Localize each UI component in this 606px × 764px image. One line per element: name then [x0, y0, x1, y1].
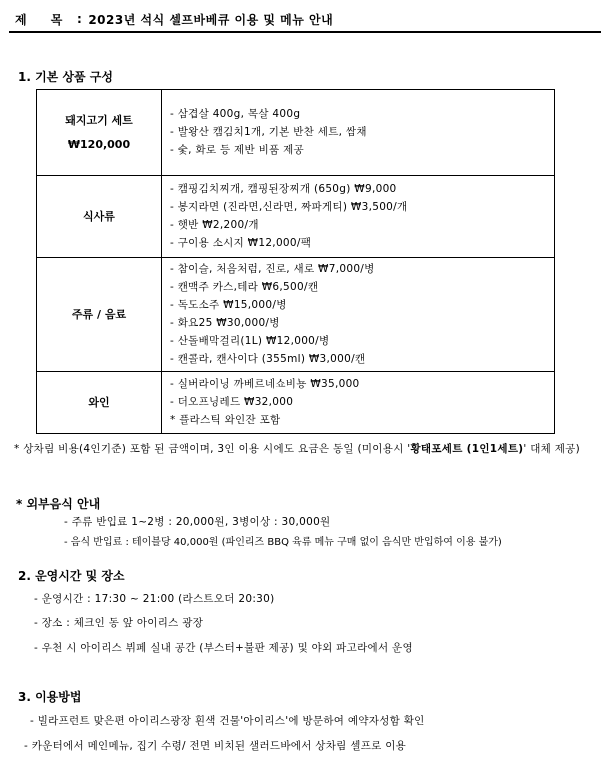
menu-item: - 참이슬, 처음처럼, 진로, 새로 ₩7,000/병	[170, 263, 375, 275]
section3-line: - 카운터에서 메인메뉴, 집기 수령/ 전면 비치된 샐러드바에서 상차림 셀프로 이용	[24, 740, 407, 752]
note-highlight: 황태포세트 (1인1세트)	[410, 443, 524, 455]
items-cell	[162, 176, 555, 258]
menu-row-drinks	[37, 258, 555, 372]
serving-note	[14, 440, 598, 458]
category-name: 식사류	[83, 209, 115, 223]
items-cell	[162, 258, 555, 372]
section2-line: - 장소 : 체크인 동 앞 아이리스 광장	[34, 617, 204, 629]
outside-food-line: - 주류 반입료 1~2병 : 20,000원, 3병이상 : 30,000원	[64, 516, 331, 528]
menu-item: - 더오프닝레드 ₩32,000	[170, 396, 294, 408]
document-title-bar	[9, 7, 601, 33]
title-colon: :	[77, 12, 83, 26]
menu-row-meals	[37, 176, 555, 258]
menu-item: - 햇반 ₩2,200/개	[170, 219, 259, 231]
items-cell	[162, 90, 555, 176]
menu-item: - 독도소주 ₩15,000/병	[170, 299, 287, 311]
section2-heading: 2. 운영시간 및 장소	[18, 569, 125, 583]
menu-item: - 숯, 화로 등 제반 비품 제공	[170, 144, 304, 156]
menu-item: - 화요25 ₩30,000/병	[170, 317, 280, 329]
menu-item: - 구이용 소시지 ₩12,000/팩	[170, 237, 312, 249]
category-cell	[37, 258, 162, 372]
menu-item: - 삼겹살 400g, 목살 400g	[170, 108, 301, 120]
document-title: 2023년 석식 셀프바베큐 이용 및 메뉴 안내	[88, 12, 334, 27]
section2-line: - 우천 시 아이리스 뷔페 실내 공간 (부스터+불판 제공) 및 야외 파고라에서 운영	[34, 642, 413, 654]
category-cell	[37, 90, 162, 176]
items-cell	[162, 372, 555, 434]
category-name: 주류 / 음료	[71, 307, 127, 321]
title-label: 제 목	[15, 12, 73, 27]
category-name: 와인	[88, 395, 110, 409]
menu-item: - 발왕산 캠김치1개, 기본 반찬 세트, 쌈채	[170, 126, 367, 138]
category-name: 돼지고기 세트	[65, 113, 133, 127]
menu-table	[36, 89, 555, 434]
note-text-end: ' 대체 제공)	[523, 443, 581, 455]
menu-item: - 봉지라면 (진라면,신라면, 짜파게티) ₩3,500/개	[170, 201, 408, 213]
menu-item: - 산돌배막걸리(1L) ₩12,000/병	[170, 335, 330, 347]
section2-line: - 운영시간 : 17:30 ~ 21:00 (라스트오더 20:30)	[34, 593, 275, 605]
note-text: * 상차림 비용(4인기준) 포함 된 금액이며, 3인 이용 시에도 요금은 동일 (미이용시 '	[14, 443, 411, 455]
section3-line: - 빌라프런트 맞은편 아이리스광장 흰색 건물'아이리스'에 방문하여 예약자성함 확인	[30, 715, 425, 727]
section1-heading: 1. 기본 상품 구성	[18, 70, 113, 84]
section3-heading: 3. 이용방법	[18, 690, 82, 704]
outside-food-line: - 음식 반입료 : 테이블당 40,000원 (파인리즈 BBQ 육류 메뉴 구매 없이 음식만 반입하여 이용 불가)	[64, 537, 502, 548]
category-cell	[37, 372, 162, 434]
menu-item: - 실버라이닝 까베르네쇼비뇽 ₩35,000	[170, 378, 360, 390]
menu-item: - 캔콜라, 캔사이다 (355ml) ₩3,000/캔	[170, 353, 366, 365]
category-cell	[37, 176, 162, 258]
menu-row-wine	[37, 372, 555, 434]
menu-item: - 캠핑김치찌개, 캠핑된장찌개 (650g) ₩9,000	[170, 183, 397, 195]
menu-item: - 캔맥주 카스,테라 ₩6,500/캔	[170, 281, 319, 293]
category-price: ₩120,000	[67, 137, 131, 151]
outside-food-heading: * 외부음식 안내	[16, 497, 101, 511]
menu-row-pork	[37, 90, 555, 176]
menu-item: * 플라스틱 와인잔 포함	[170, 414, 281, 426]
